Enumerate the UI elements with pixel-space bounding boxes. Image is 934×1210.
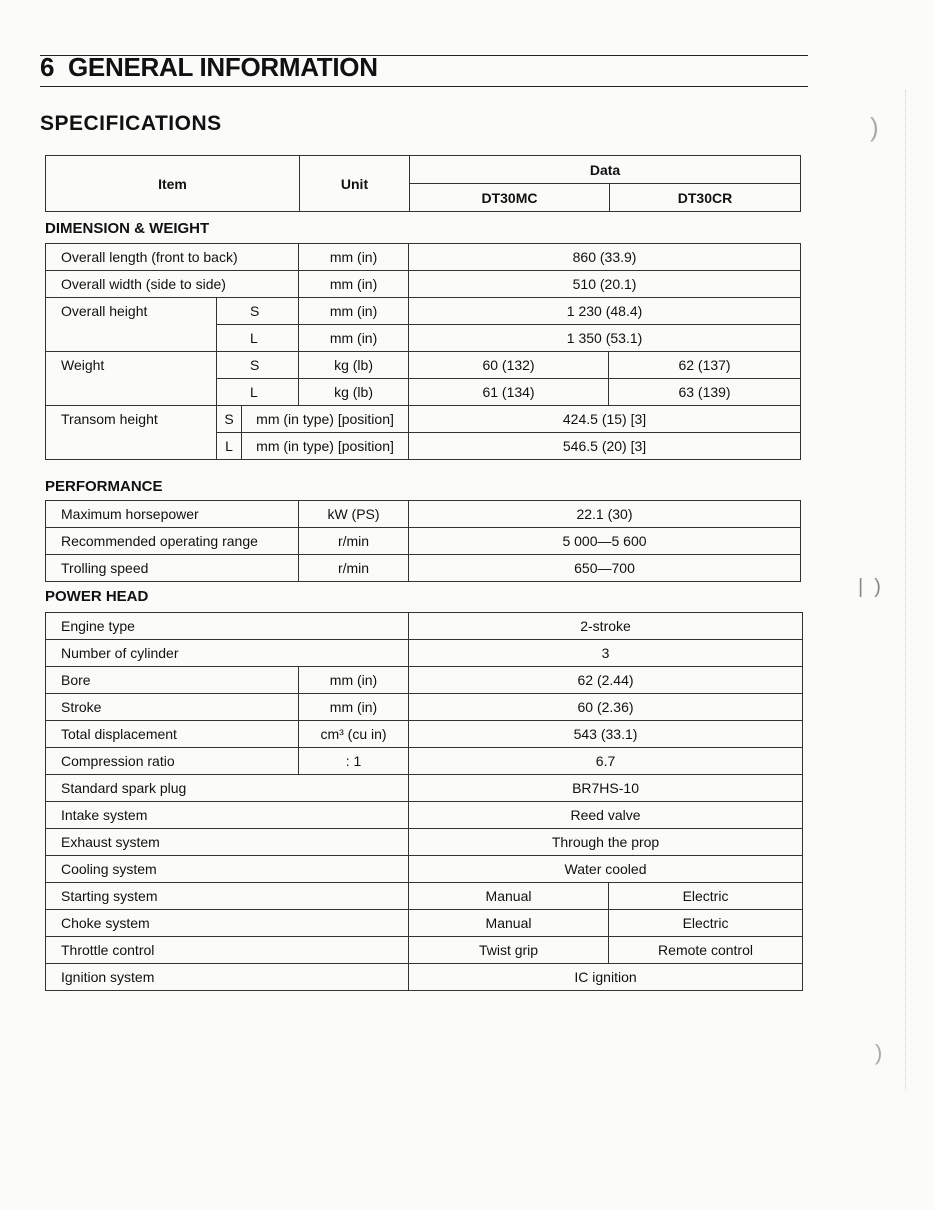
table-row <box>46 883 803 910</box>
spec-value-dt30cr: Remote control <box>609 937 803 964</box>
table-row <box>46 964 803 991</box>
spec-label: Engine type <box>46 613 409 640</box>
spec-label: Overall height <box>46 298 217 352</box>
spec-unit: mm (in) <box>299 325 409 352</box>
table-row <box>46 528 801 555</box>
spec-label: Transom height <box>46 406 217 460</box>
spec-unit: r/min <box>299 555 409 582</box>
spec-value: 650—700 <box>409 555 801 582</box>
header-model-dt30mc: DT30MC <box>410 184 610 212</box>
spec-value: Through the prop <box>409 829 803 856</box>
spec-unit: mm (in) <box>299 694 409 721</box>
spec-unit: mm (in) <box>299 271 409 298</box>
spec-unit: kg (lb) <box>299 379 409 406</box>
spec-label: Throttle control <box>46 937 409 964</box>
spec-value: 22.1 (30) <box>409 501 801 528</box>
table-row <box>46 613 803 640</box>
page-edge-line <box>905 90 906 1090</box>
spec-value: 543 (33.1) <box>409 721 803 748</box>
spec-value-dt30cr: 63 (139) <box>609 379 801 406</box>
spec-label: Bore <box>46 667 299 694</box>
spec-value: 860 (33.9) <box>409 244 801 271</box>
table-row <box>46 829 803 856</box>
chapter-title: 6 GENERAL INFORMATION <box>40 52 378 82</box>
spec-unit: mm (in type) [position] <box>242 433 409 460</box>
spec-label: Total displacement <box>46 721 299 748</box>
binder-hole-mark: ) <box>875 1040 883 1065</box>
spec-unit: : 1 <box>299 748 409 775</box>
section-title: SPECIFICATIONS <box>40 112 222 135</box>
spec-value: 1 350 (53.1) <box>409 325 801 352</box>
header-unit: Unit <box>300 156 410 212</box>
table-row <box>46 694 803 721</box>
spec-label: Overall width (side to side) <box>46 271 299 298</box>
performance-table <box>45 500 801 582</box>
table-row <box>46 937 803 964</box>
spec-value: 3 <box>409 640 803 667</box>
table-row <box>46 802 803 829</box>
spec-unit: r/min <box>299 528 409 555</box>
spec-label: Starting system <box>46 883 409 910</box>
binder-hole-mark: | ) <box>858 576 881 598</box>
spec-value-dt30mc: 60 (132) <box>409 352 609 379</box>
spec-value-dt30cr: Electric <box>609 910 803 937</box>
spec-unit: mm (in type) [position] <box>242 406 409 433</box>
header-model-dt30cr: DT30CR <box>610 184 801 212</box>
performance-title: PERFORMANCE <box>45 478 163 495</box>
variant-s: S <box>217 298 299 325</box>
spec-label: Choke system <box>46 910 409 937</box>
spec-label: Intake system <box>46 802 409 829</box>
table-row <box>46 721 803 748</box>
spec-label: Compression ratio <box>46 748 299 775</box>
power-head-table <box>45 612 803 991</box>
header-data: Data <box>410 156 801 184</box>
spec-value: 2-stroke <box>409 613 803 640</box>
table-row <box>46 555 801 582</box>
spec-value: Reed valve <box>409 802 803 829</box>
spec-value: 5 000—5 600 <box>409 528 801 555</box>
spec-unit: kW (PS) <box>299 501 409 528</box>
table-row <box>46 775 803 802</box>
spec-value: 1 230 (48.4) <box>409 298 801 325</box>
spec-unit: mm (in) <box>299 244 409 271</box>
spec-value-dt30cr: Electric <box>609 883 803 910</box>
spec-value: 546.5 (20) [3] <box>409 433 801 460</box>
spec-label: Overall length (front to back) <box>46 244 299 271</box>
spec-unit: kg (lb) <box>299 352 409 379</box>
spec-label: Cooling system <box>46 856 409 883</box>
spec-value-dt30mc: Twist grip <box>409 937 609 964</box>
table-row <box>46 298 801 325</box>
spec-value: 6.7 <box>409 748 803 775</box>
chapter-rule-bottom <box>40 86 808 87</box>
header-item: Item <box>46 156 300 212</box>
table-row <box>46 748 803 775</box>
spec-label: Number of cylinder <box>46 640 409 667</box>
table-row <box>46 667 803 694</box>
spec-value-dt30mc: 61 (134) <box>409 379 609 406</box>
variant-l: L <box>217 433 242 460</box>
spec-value: 62 (2.44) <box>409 667 803 694</box>
spec-value-dt30cr: 62 (137) <box>609 352 801 379</box>
variant-s: S <box>217 406 242 433</box>
table-row <box>46 406 801 433</box>
spec-value: 510 (20.1) <box>409 271 801 298</box>
spec-unit: mm (in) <box>299 667 409 694</box>
variant-l: L <box>217 325 299 352</box>
spec-value: Water cooled <box>409 856 803 883</box>
table-row <box>46 352 801 379</box>
spec-value-dt30mc: Manual <box>409 883 609 910</box>
variant-l: L <box>217 379 299 406</box>
spec-value-dt30mc: Manual <box>409 910 609 937</box>
spec-label: Exhaust system <box>46 829 409 856</box>
table-row <box>46 856 803 883</box>
spec-unit: cm³ (cu in) <box>299 721 409 748</box>
binder-hole-mark: ) <box>870 112 879 142</box>
spec-label: Standard spark plug <box>46 775 409 802</box>
spec-value: 424.5 (15) [3] <box>409 406 801 433</box>
spec-label: Weight <box>46 352 217 406</box>
spec-value: 60 (2.36) <box>409 694 803 721</box>
spec-label: Recommended operating range <box>46 528 299 555</box>
spec-value: BR7HS-10 <box>409 775 803 802</box>
spec-label: Stroke <box>46 694 299 721</box>
table-row <box>46 271 801 298</box>
spec-label: Trolling speed <box>46 555 299 582</box>
spec-unit: mm (in) <box>299 298 409 325</box>
table-row <box>46 640 803 667</box>
spec-label: Ignition system <box>46 964 409 991</box>
dimension-weight-table <box>45 243 801 460</box>
power-head-title: POWER HEAD <box>45 588 149 605</box>
table-row <box>46 501 801 528</box>
table-row <box>46 244 801 271</box>
spec-value: IC ignition <box>409 964 803 991</box>
table-row <box>46 910 803 937</box>
spec-label: Maximum horsepower <box>46 501 299 528</box>
dimension-weight-title: DIMENSION & WEIGHT <box>45 220 210 237</box>
spec-header-table <box>45 155 801 212</box>
variant-s: S <box>217 352 299 379</box>
